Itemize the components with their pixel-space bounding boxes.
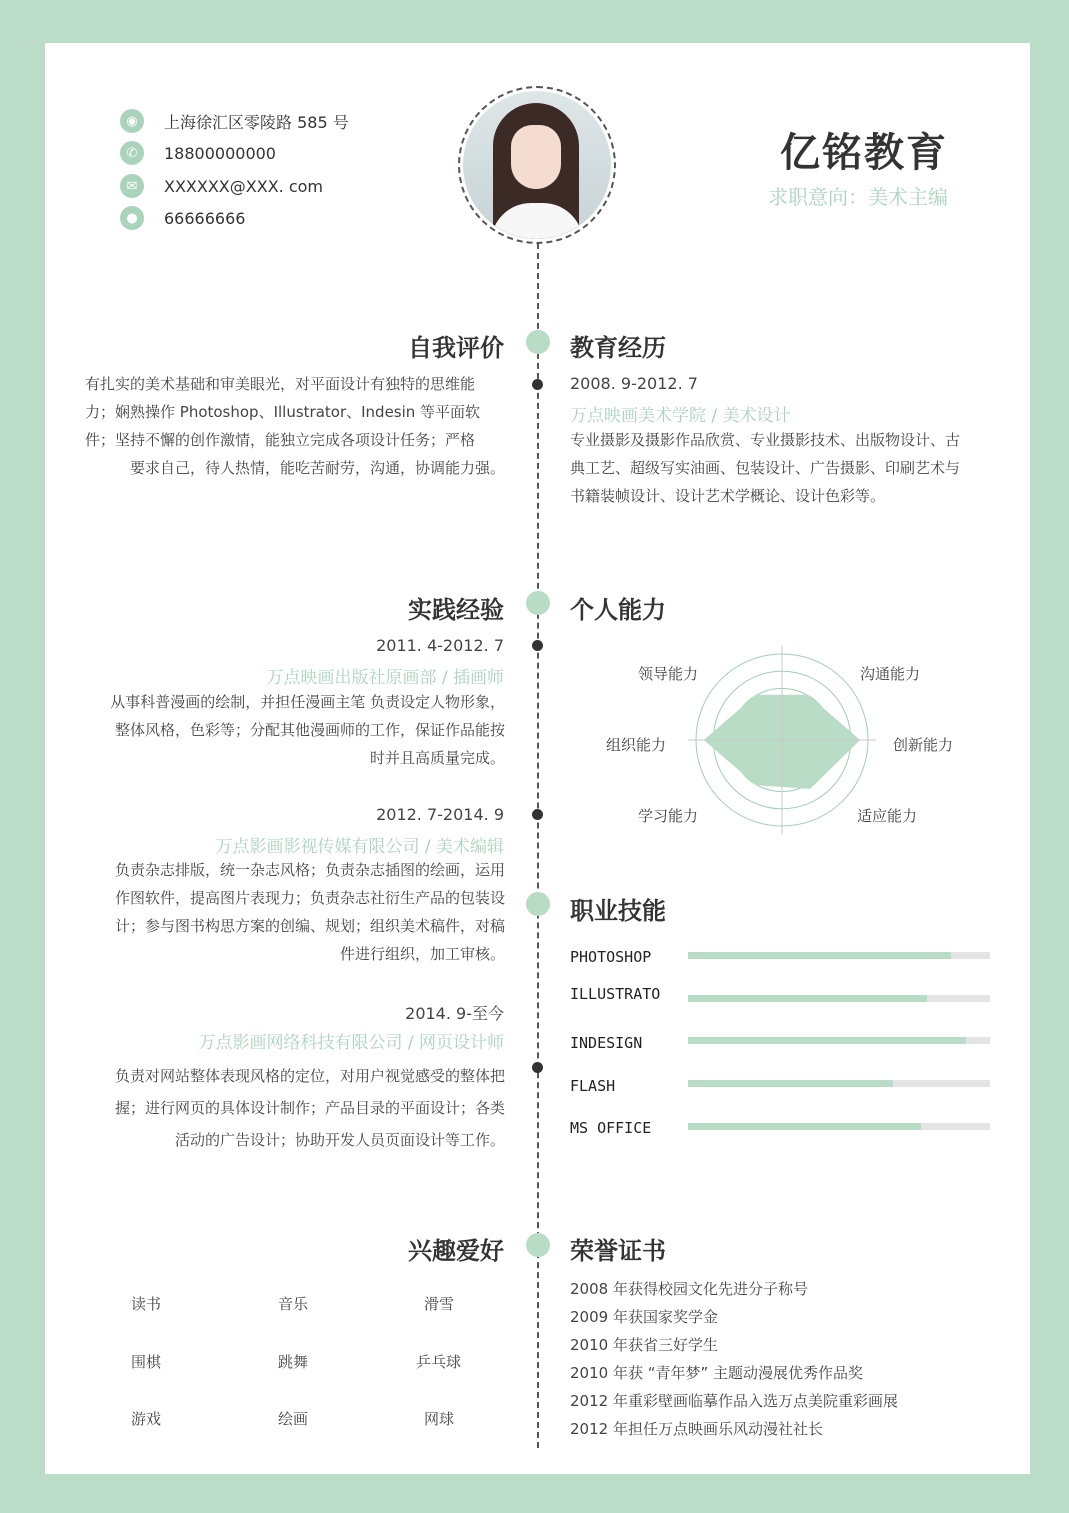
- practice-date: 2014. 9-至今: [405, 1004, 504, 1023]
- practice-org: 万点影画影视传媒有限公司 / 美术编辑: [215, 837, 504, 857]
- timeline-node: [526, 330, 550, 354]
- email-text: XXXXXX@XXX. com: [164, 176, 323, 196]
- timeline-line: [537, 243, 539, 1448]
- timeline-dot: [532, 1062, 543, 1073]
- address-text: 上海徐汇区零陵路 585 号: [164, 112, 349, 132]
- timeline-dot: [532, 809, 543, 820]
- practice-desc: [85, 1060, 505, 1156]
- phone-icon: ✆: [120, 141, 144, 165]
- job-objective: 求职意向：美术主编: [768, 185, 948, 209]
- self-eval-line: 力；娴熟操作 Photoshop、Illustrator、Indesin 等平面软: [85, 403, 481, 421]
- hobby-item: 跳舞: [278, 1353, 309, 1371]
- honor-item: 2012 年重彩壁画临摹作品入选万点美院重彩画展: [570, 1392, 898, 1410]
- skill-bar-fill: [688, 952, 951, 959]
- education-title: 教育经历: [570, 334, 666, 362]
- skill-label: INDESIGN: [570, 1034, 643, 1052]
- skill-label: FLASH: [570, 1077, 616, 1095]
- honor-item: 2008 年获得校园文化先进分子称号: [570, 1280, 808, 1298]
- honor-item: 2012 年担任万点映画乐风动漫社社长: [570, 1420, 823, 1438]
- hobby-item: 围棋: [131, 1353, 162, 1371]
- skill-label: MS OFFICE: [570, 1119, 652, 1137]
- education-line: 书籍装帧设计、设计艺术学概论、设计色彩等。: [570, 487, 886, 505]
- skill-bar: [688, 1123, 990, 1130]
- practice-line: 计；参与图书构思方案的创编、规划；组织美术稿件，对稿: [114, 917, 505, 935]
- education-school: 万点映画美术学院 / 美术设计: [570, 406, 791, 426]
- education-line: 专业摄影及摄影作品欣赏、专业摄影技术、出版物设计、古: [570, 431, 961, 449]
- education-line: 典工艺、超级写实油画、包装设计、广告摄影、印刷艺术与: [570, 459, 961, 477]
- practice-line: 时并且高质量完成。: [369, 749, 505, 767]
- hobby-item: 网球: [424, 1410, 455, 1428]
- contact-address: [120, 108, 349, 134]
- honor-item: 2010 年获省三好学生: [570, 1336, 718, 1354]
- skill-bar: [688, 995, 990, 1002]
- timeline-dot: [532, 640, 543, 651]
- ability-label: 组织能力: [606, 736, 667, 754]
- timeline-node: [526, 591, 550, 615]
- practice-desc: [85, 856, 505, 968]
- practice-title: 实践经验: [408, 596, 504, 624]
- practice-line: 负责杂志排版，统一杂志风格；负责杂志插图的绘画，运用: [114, 861, 505, 879]
- skill-bar: [688, 1080, 990, 1087]
- mail-icon: ✉: [120, 174, 144, 198]
- practice-line: 握；进行网页的具体设计制作；产品目录的平面设计；各类: [114, 1099, 505, 1117]
- practice-line: 件进行组织，加工审核。: [339, 945, 505, 963]
- timeline-dot: [532, 379, 543, 390]
- practice-line: 活动的广告设计；协助开发人员页面设计等工作。: [174, 1131, 505, 1149]
- honor-item: 2010 年获 “青年梦” 主题动漫展优秀作品奖: [570, 1364, 864, 1382]
- skill-bar: [688, 952, 990, 959]
- self-eval-line: 要求自己，待人热情，能吃苦耐劳，沟通，协调能力强。: [129, 459, 505, 477]
- skill-bar-fill: [688, 995, 927, 1002]
- self-eval-line: 件；坚持不懈的创作激情，能独立完成各项设计任务；严格: [85, 431, 476, 449]
- practice-org: 万点映画出版社原画部 / 插画师: [266, 668, 504, 688]
- candidate-name: 亿铭教育: [780, 130, 948, 176]
- timeline-node: [526, 1233, 550, 1257]
- honor-item: 2009 年获国家奖学金: [570, 1308, 718, 1326]
- practice-line: 作图软件，提高图片表现力；负责杂志社衍生产品的包装设: [114, 889, 505, 907]
- abilities-title: 个人能力: [570, 596, 666, 624]
- self-eval-line: 有扎实的美术基础和审美眼光，对平面设计有独特的思维能: [85, 375, 476, 393]
- contact-email: [120, 173, 323, 199]
- ability-label: 领导能力: [638, 665, 699, 683]
- ability-radar-chart: [680, 642, 885, 842]
- honors-title: 荣誉证书: [570, 1237, 666, 1265]
- education-date: 2008. 9-2012. 7: [570, 374, 698, 393]
- skill-bar-fill: [688, 1080, 893, 1087]
- practice-line: 从事科普漫画的绘制，并担任漫画主笔 负责设定人物形象，: [110, 693, 505, 711]
- skill-bar-fill: [688, 1123, 921, 1130]
- education-courses: [570, 426, 995, 510]
- contact-qq: [120, 205, 245, 231]
- qq-text: 66666666: [164, 208, 246, 228]
- skill-bar: [688, 1037, 990, 1044]
- hobbies-title: 兴趣爱好: [408, 1237, 504, 1265]
- ability-label: 创新能力: [893, 736, 954, 754]
- practice-line: 负责对网站整体表现风格的定位，对用户视觉感受的整体把: [114, 1067, 505, 1085]
- practice-desc: [85, 688, 505, 772]
- ability-label: 沟通能力: [860, 665, 921, 683]
- hobby-item: 音乐: [278, 1295, 309, 1313]
- ability-label: 适应能力: [857, 807, 918, 825]
- skill-bar-fill: [688, 1037, 966, 1044]
- hobby-item: 乒乓球: [416, 1353, 462, 1371]
- hobby-item: 滑雪: [424, 1295, 455, 1313]
- contact-phone: [120, 140, 276, 166]
- timeline-node: [526, 892, 550, 916]
- hobby-item: 游戏: [131, 1410, 162, 1428]
- hobby-item: 读书: [131, 1295, 162, 1313]
- avatar: [463, 91, 611, 239]
- practice-line: 整体风格，色彩等；分配其他漫画师的工作，保证作品能按: [114, 721, 505, 739]
- self-eval-title: 自我评价: [408, 334, 504, 362]
- hobby-item: 绘画: [278, 1410, 309, 1428]
- practice-date: 2012. 7-2014. 9: [376, 805, 504, 824]
- qq-icon: ●: [120, 206, 144, 230]
- skill-label: ILLUSTRATO: [570, 985, 661, 1003]
- location-icon: ◉: [120, 109, 144, 133]
- ability-label: 学习能力: [638, 807, 699, 825]
- practice-date: 2011. 4-2012. 7: [376, 636, 504, 655]
- self-eval-text: [85, 370, 505, 482]
- skill-label: PHOTOSHOP: [570, 948, 652, 966]
- phone-text: 18800000000: [164, 143, 276, 163]
- skills-title: 职业技能: [570, 897, 666, 925]
- practice-org: 万点影画网络科技有限公司 / 网页设计师: [198, 1033, 504, 1053]
